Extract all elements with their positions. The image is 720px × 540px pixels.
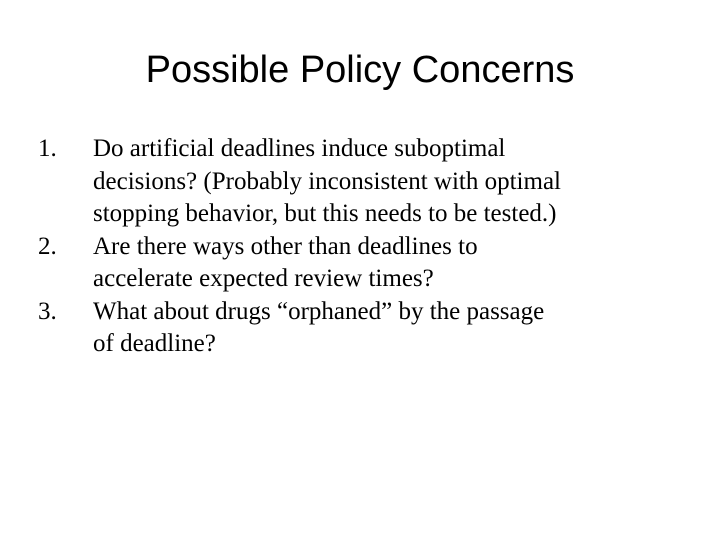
list-item-number: 1.: [38, 135, 57, 162]
list-item-line: Are there ways other than deadlines to: [93, 232, 478, 260]
slide-title: Possible Policy Concerns: [145, 49, 575, 91]
list-item-number: 2.: [38, 232, 57, 260]
list-item-line: Do artificial deadlines induce suboptimal: [93, 135, 506, 162]
list-item-line: What about drugs “orphaned” by the passage: [93, 297, 545, 325]
list-item-line: decisions? (Probably inconsistent with optimal: [93, 167, 561, 195]
list-item-line: stopping behavior, but this needs to be tested.): [93, 200, 557, 227]
list-item: [38, 133, 698, 231]
list-item-line: accelerate expected review times?: [93, 265, 434, 292]
list-item: [38, 231, 698, 296]
list-item-line: of deadline?: [93, 330, 216, 357]
policy-concerns-list: [38, 133, 698, 361]
list-item-number: 3.: [38, 297, 57, 325]
list-item: [38, 296, 698, 361]
